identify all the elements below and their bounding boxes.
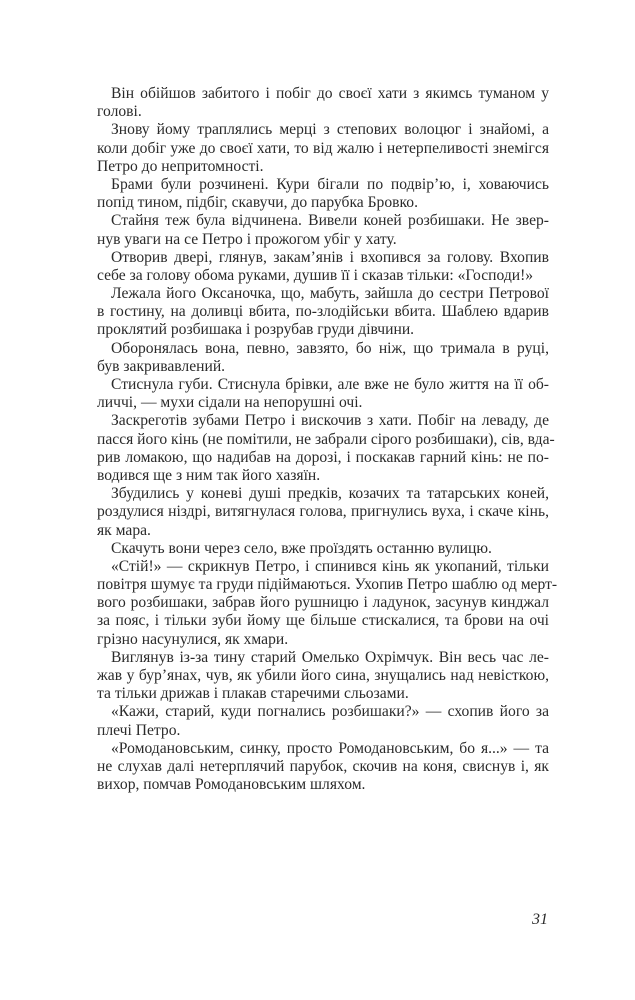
- text-line: не слухав далі нетерплячий парубок, скочив на коня, свиснув і, як: [97, 757, 549, 775]
- text-line: Стиснула губи. Стиснула брівки, але вже не було життя на її об-: [111, 376, 549, 393]
- text-line: Знову йому траплялись мерці з степових волоцюг і знайомі, а: [111, 121, 549, 139]
- text-line: Лежала його Оксаночка, що, мабуть, зайшла до сестри Петрової: [111, 285, 549, 303]
- paragraph: [97, 703, 549, 739]
- text-line: проклятий розбишака і розрубав груди дівчини.: [97, 321, 415, 339]
- text-line: «Кажи, старий, куди погнались розбишаки?» — схопив його за: [111, 703, 549, 721]
- text-line: як мара.: [97, 521, 151, 539]
- text-line: Виглянув із-за тину старий Омелько Охрімчук. Він весь час ле-: [111, 648, 549, 666]
- text-line: Отворив двері, глянув, закам’янів і вхопився за голову. Вхопив: [111, 248, 549, 266]
- paragraph: [97, 376, 549, 412]
- text-line: був закривавлений.: [97, 357, 226, 375]
- text-line: Заскреготів зубами Петро і вискочив з хати. Побіг на леваду, де: [111, 412, 549, 430]
- text-line: пасся його кінь (не помітили, не забрали сірого розбишаки), сів, вда-: [97, 430, 555, 448]
- text-line: личчі, — мухи сідали на непорушні очі.: [97, 394, 363, 412]
- text-line: Він обійшов забитого і побіг до своєї хати з якимсь туманом у: [111, 85, 549, 102]
- text-line: голові.: [97, 103, 142, 121]
- text-line: попід тином, підбіг, скавучи, до парубка Бровко.: [97, 194, 418, 212]
- page-number: 31: [532, 911, 548, 928]
- paragraph: [97, 212, 549, 248]
- paragraph: [97, 740, 549, 795]
- text-line: вихор, помчав Ромодановським шляхом.: [97, 776, 366, 794]
- text-line: та тільки дрижав і плакав старечими сльозами.: [97, 685, 409, 703]
- paragraph: [97, 340, 549, 376]
- paragraph: [97, 412, 555, 485]
- body-text: [97, 85, 558, 794]
- paragraph: [97, 85, 549, 121]
- paragraph: [97, 649, 549, 704]
- text-line: плечі Петро.: [97, 721, 181, 739]
- paragraph: [97, 121, 549, 176]
- text-line: в гостину, на доливці вбита, по-злодійськи вбита. Шаблею вдарив: [97, 303, 549, 321]
- text-line: нув уваги на се Петро і прожогом убіг у хату.: [97, 230, 397, 248]
- text-line: коли добіг уже до своєї хати, то від жалю і нетерпеливості знемігся: [97, 139, 549, 157]
- text-line: вого розбишаки, забрав його рушницю і ладунок, засунув кинджал: [97, 594, 549, 612]
- paragraph: [97, 176, 549, 212]
- paragraph: [97, 249, 549, 285]
- text-line: рив ломакою, що надибав на дорозі, і поскакав гарний кінь: не по-: [97, 448, 549, 466]
- text-line: Збудились у коневі душі предків, козачих та татарських коней,: [111, 485, 549, 503]
- text-line: Брами були розчинені. Кури бігали по подвір’ю, і, ховаючись: [111, 175, 549, 193]
- text-line: Скачуть вони через село, вже проїздять останню вулицю.: [111, 539, 492, 557]
- text-line: Петро до непритомності.: [97, 157, 264, 175]
- text-line: «Стій!» — скрикнув Петро, і спинився кінь як укопаний, тільки: [111, 557, 549, 575]
- text-line: Оборонялась вона, певно, завзято, бо ніж, що тримала в руці,: [111, 339, 549, 357]
- text-line: «Ромодановським, синку, просто Ромодановським, бо я...» — та: [111, 739, 549, 757]
- text-line: повітря шумує та груди підіймаються. Ухопив Петро шаблю од мерт-: [97, 576, 558, 594]
- text-line: жав у бур’янах, чув, як убили його сина, знущались над невісткою,: [97, 667, 549, 684]
- text-line: Стайня теж була відчинена. Вивели коней розбишаки. Не звер-: [111, 212, 549, 230]
- paragraph: [97, 540, 549, 558]
- text-line: водився ще з ним так його хазяїн.: [97, 466, 321, 484]
- text-line: за пояс, і тільки зуби йому ще більше стискалися, та брови на очі: [97, 612, 549, 630]
- paragraph: [97, 485, 549, 540]
- text-line: роздулися ніздрі, витягнулася голова, пригнулись вуха, і скаче кінь,: [97, 503, 549, 521]
- paragraph: [97, 285, 549, 340]
- paragraph: [97, 557, 558, 649]
- text-line: себе за голову обома руками, душив її і сказав тільки: «Господи!»: [97, 266, 534, 284]
- text-line: грізно насунулися, як хмари.: [97, 630, 289, 648]
